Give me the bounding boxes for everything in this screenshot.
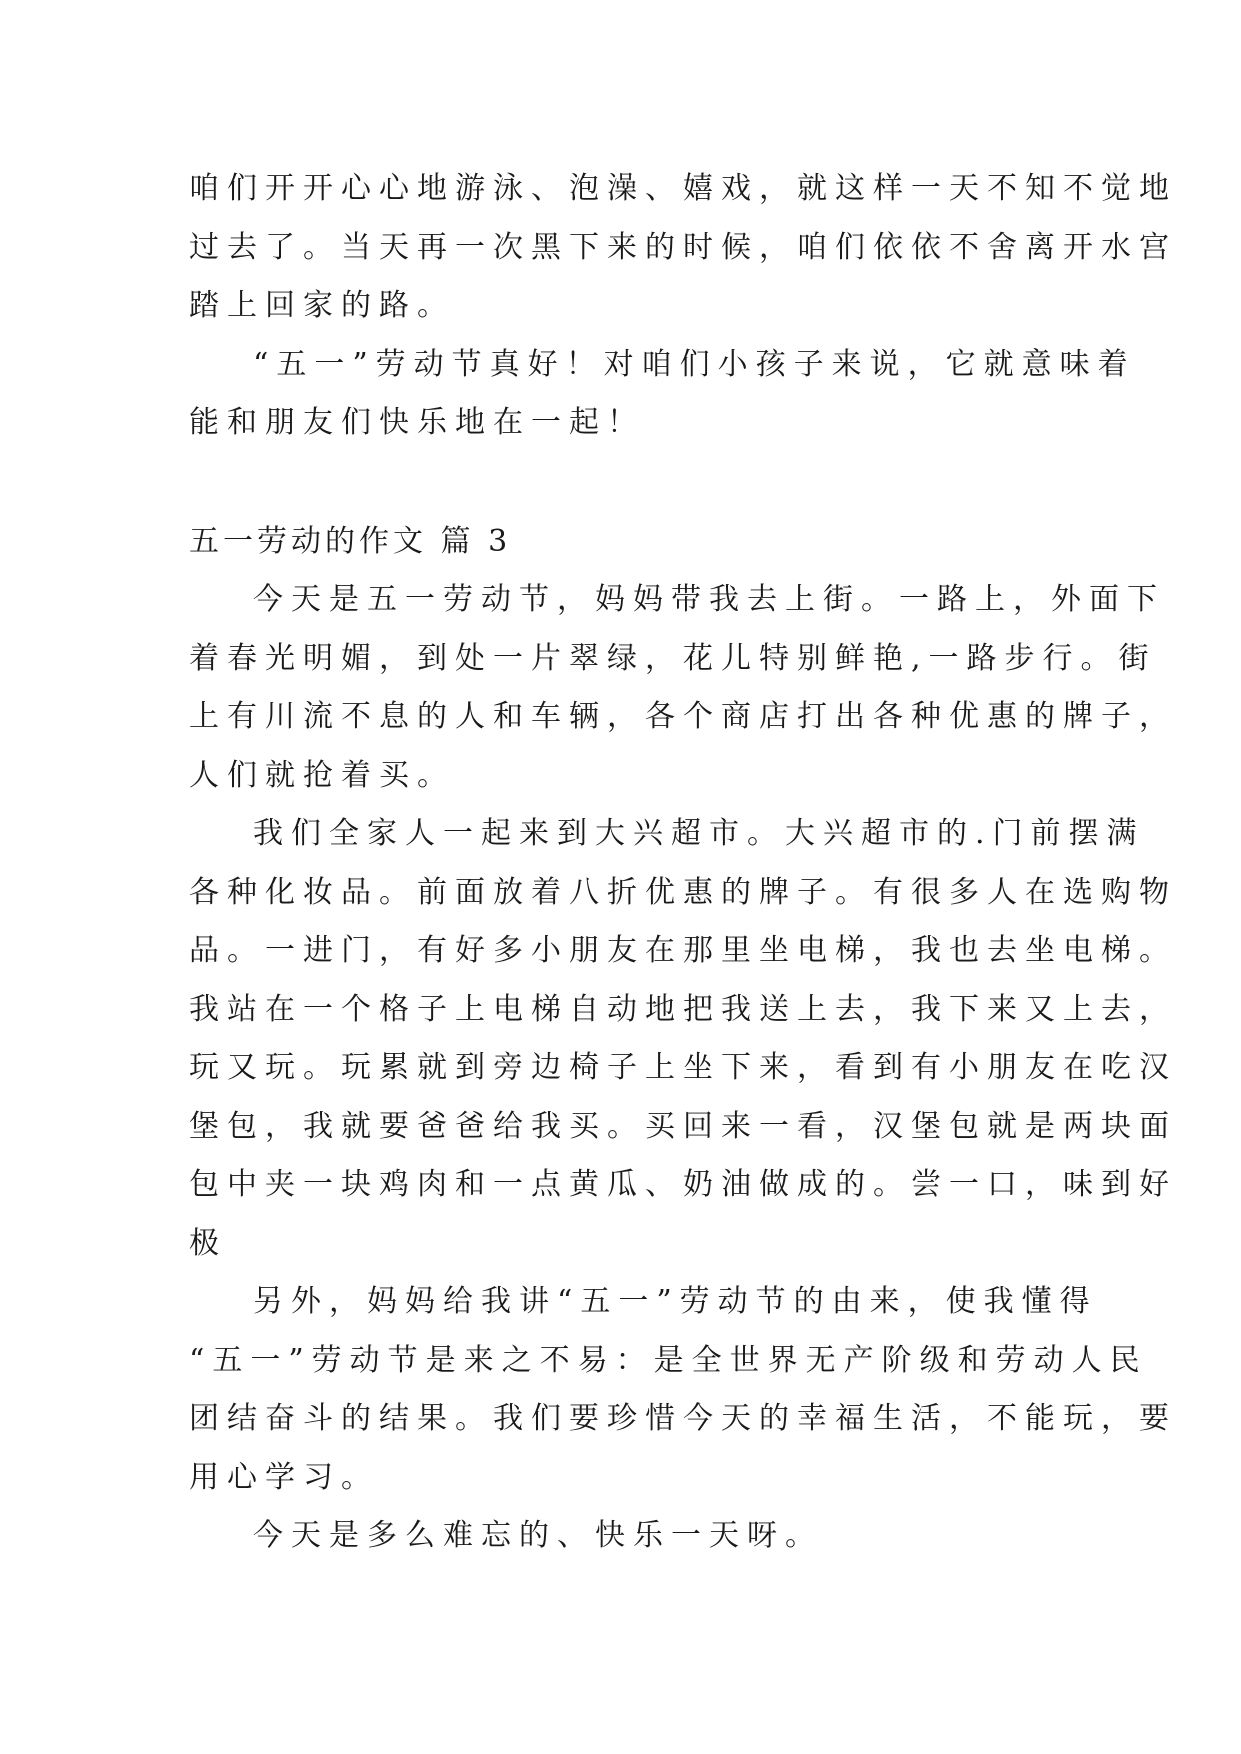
section-heading: 五一劳动的作文 篇 3 [189,523,512,559]
text-line: “五一”劳动节是来之不易：是全世界无产阶级和劳动人民 [189,1342,1148,1378]
text-line: 着春光明媚，到处一片翠绿，花儿特别鲜艳,一路步行。街 [189,640,1157,676]
text-line: 包中夹一块鸡肉和一点黄瓜、奶油做成的。尝一口，味到好 [189,1167,1177,1202]
document-page [189,160,1177,1566]
text-line: “五一”劳动节真好！对咱们小孩子来说，它就意味着 [253,346,1136,382]
paragraph-4 [189,805,1177,1273]
paragraph-1 [189,160,1177,336]
text-line: 上有川流不息的人和车辆，各个商店打出各种优惠的牌子， [189,699,1177,734]
text-line: 品。一进门，有好多小朋友在那里坐电梯，我也去坐电梯。 [189,933,1177,968]
text-line: 极 [189,1225,227,1261]
text-line: 过去了。当天再一次黑下来的时候，咱们依依不舍离开水宫 [189,229,1177,265]
paragraph-6 [189,1507,1059,1566]
text-line: 各种化妆品。前面放着八折优惠的牌子。有很多人在选购物 [189,874,1177,910]
text-line: 人们就抢着买。 [189,757,455,793]
paragraph-3 [189,571,1177,805]
text-line: 能和朋友们快乐地在一起！ [189,405,645,440]
text-line: 今天是多么难忘的、快乐一天呀。 [253,1518,823,1553]
text-line: 踏上回家的路。 [189,288,455,323]
text-line: 团结奋斗的结果。我们要珍惜今天的幸福生活，不能玩，要 [189,1401,1177,1436]
text-line: 用心学习。 [189,1459,379,1495]
text-line: 我们全家人一起来到大兴超市。大兴超市的.门前摆满 [253,816,1145,851]
text-line: 今天是五一劳动节，妈妈带我去上街。一路上，外面下 [253,582,1165,617]
paragraph-2 [189,336,1136,453]
text-line: 玩又玩。玩累就到旁边椅子上坐下来，看到有小朋友在吃汉 [189,1050,1177,1085]
text-line: 咱们开开心心地游泳、泡澡、嬉戏，就这样一天不知不觉地 [189,171,1177,206]
text-line: 堡包，我就要爸爸给我买。买回来一看，汉堡包就是两块面 [189,1108,1177,1144]
text-line: 我站在一个格子上电梯自动地把我送上去，我下来又上去， [189,991,1177,1027]
text-line: 另外，妈妈给我讲“五一”劳动节的由来，使我懂得 [253,1284,1098,1319]
paragraph-5 [189,1273,1177,1507]
